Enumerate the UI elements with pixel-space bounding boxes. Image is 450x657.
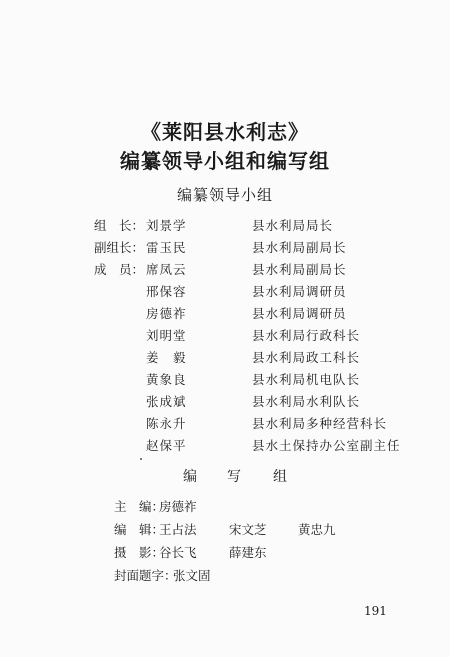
- leadership-member-row: [94, 414, 434, 434]
- member-title: 县水利局局长: [252, 218, 334, 233]
- writing-member-name: 王占法: [159, 522, 197, 537]
- member-name: 席凤云: [146, 262, 187, 277]
- leadership-member-row: [94, 392, 434, 412]
- writing-member-name: 宋文芝: [229, 522, 267, 537]
- member-title: 县水利局机电队长: [252, 372, 361, 387]
- leadership-member-row: [94, 304, 434, 324]
- leadership-member-row: [94, 370, 434, 390]
- writing-heading-char: 写: [227, 469, 241, 485]
- leadership-member-row: [94, 436, 434, 456]
- leadership-member-row: [94, 260, 434, 280]
- member-title: 县水利局水利队长: [252, 394, 361, 409]
- writing-member-name: 张文固: [173, 568, 211, 583]
- member-title: 县水利局副局长: [252, 262, 347, 277]
- member-name: 陈永升: [146, 416, 187, 431]
- writing-role: 主 编：: [114, 499, 165, 514]
- writing-heading-char: 组: [273, 469, 287, 485]
- writing-member-name: 谷长飞: [159, 545, 197, 560]
- member-title: 县水利局行政科长: [252, 328, 361, 343]
- leadership-member-row: [94, 348, 434, 368]
- member-name: 姜 毅: [146, 350, 187, 365]
- member-name: 黄象良: [146, 372, 187, 387]
- writing-role: 摄 影：: [114, 545, 165, 560]
- member-role: 成 员：: [94, 262, 145, 277]
- writing-role: 编 辑：: [114, 522, 165, 537]
- member-name: 刘明堂: [146, 328, 187, 343]
- writing-role: 封面题字：: [114, 568, 177, 583]
- member-title: 县水利局副局长: [252, 240, 347, 255]
- member-name: 房德祚: [146, 306, 187, 321]
- member-role: 组 长：: [94, 218, 145, 233]
- member-title: 县水土保持办公室副主任: [252, 438, 401, 453]
- member-name: 赵保平: [146, 438, 187, 453]
- member-name: 刘景学: [146, 218, 187, 233]
- document-title-line-2: 编纂领导小组和编写组: [120, 149, 330, 173]
- writing-group-heading: [0, 466, 450, 488]
- member-name: 雷玉民: [146, 240, 187, 255]
- document-title-line-1: 《莱阳县水利志》: [141, 120, 309, 144]
- writing-member-name: 房德祚: [159, 499, 197, 514]
- member-name: 张成斌: [146, 394, 187, 409]
- page-number: 191: [364, 604, 387, 618]
- member-title: 县水利局调研员: [252, 306, 347, 321]
- writing-member-name: 黄忠九: [298, 522, 336, 537]
- member-name: 邢保容: [146, 284, 187, 299]
- writing-heading-char: 编: [183, 469, 197, 485]
- leadership-member-row: [94, 282, 434, 302]
- writing-member-name: 薛建东: [229, 545, 267, 560]
- member-title: 县水利局政工科长: [252, 350, 361, 365]
- member-title: 县水利局调研员: [252, 284, 347, 299]
- leadership-member-row: [94, 216, 434, 236]
- stray-print-dot: [140, 458, 142, 460]
- member-title: 县水利局多种经营科长: [252, 416, 388, 431]
- member-role: 副组长：: [94, 240, 145, 255]
- leadership-member-row: [94, 238, 434, 258]
- leadership-member-row: [94, 326, 434, 346]
- leadership-group-heading: 编纂领导小组: [176, 186, 273, 204]
